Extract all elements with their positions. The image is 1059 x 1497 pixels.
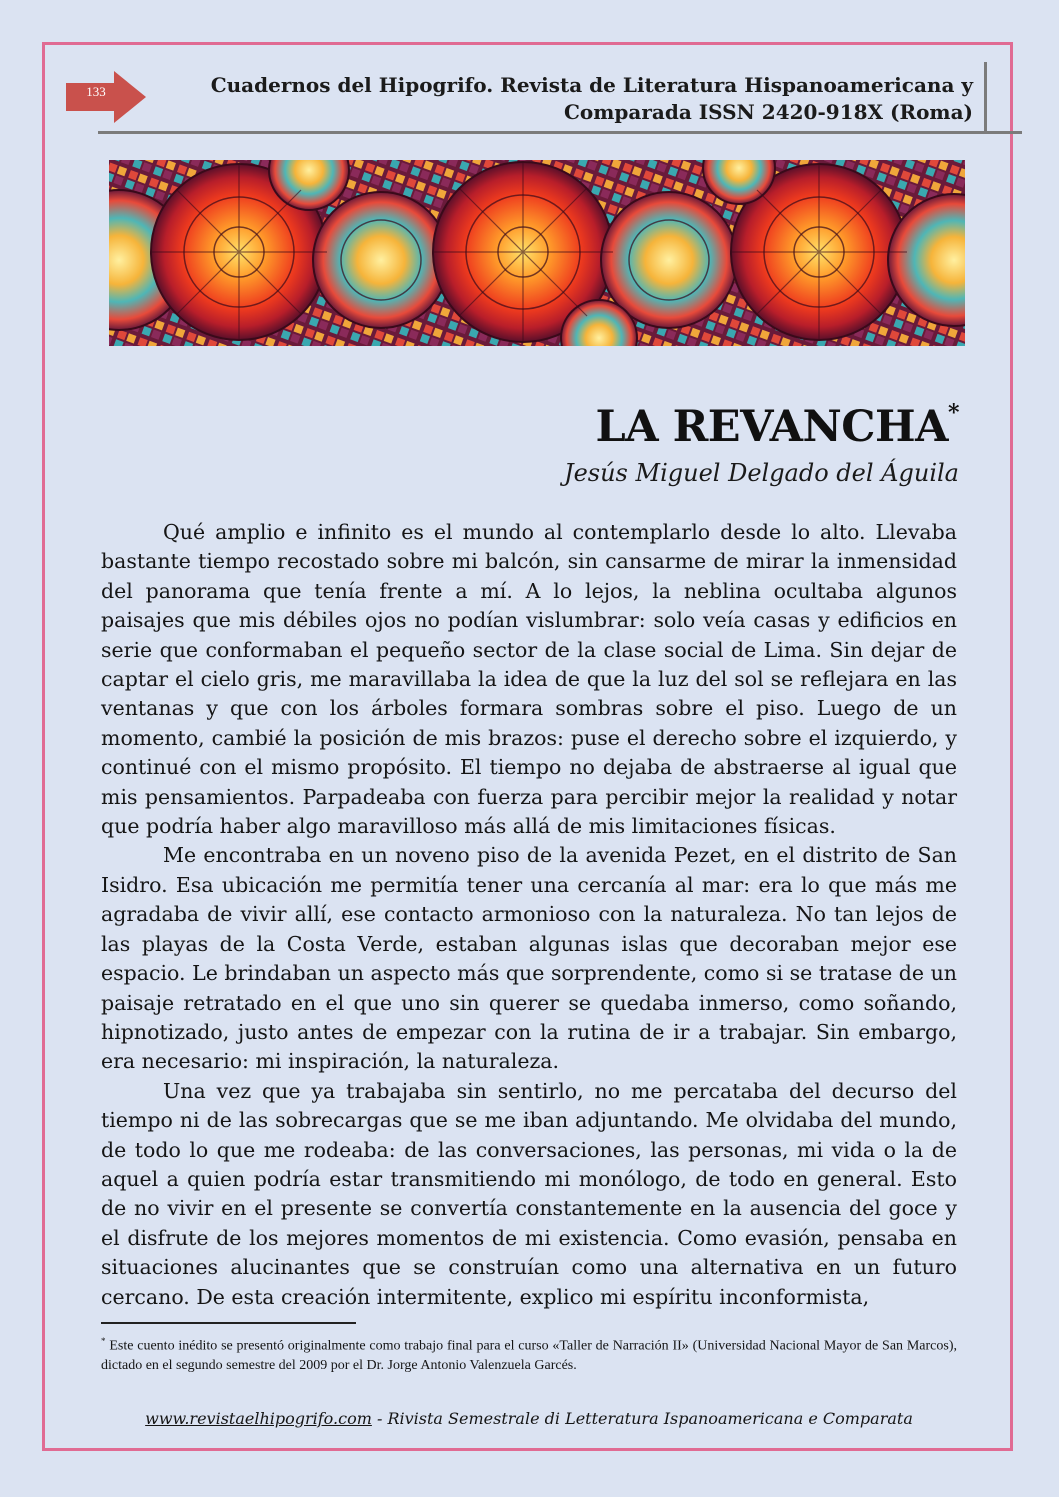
article-body [101,518,957,1312]
banner-image [109,160,965,346]
header-divider-horizontal [98,131,1022,134]
article-author: Jesús Miguel Delgado del Águila [563,459,959,487]
article-title: LA REVANCHA* [595,399,959,452]
journal-header-line1: Cuadernos del Hipogrifo. Revista de Literatura Hispanoamericana y [210,73,973,97]
page-number-tab [66,71,146,123]
paragraph: Me encontraba en un noveno piso de la avenida Pezet, en el distrito de San Isidro. Esa ubicación me permitía tener una cercanía al mar: era lo que más me agradaba de vivir allí, ese contacto armonioso con la naturaleza. No tan lejos de las playas de la Costa Verde, estaban algunas islas que decoraban mejor ese espacio. Le brindaban un aspecto más que sorprendente, como si se tratase de un paisaje retratado en el que uno sin querer se quedaba inmerso, como soñando, hipnotizado, justo antes de empezar con la rutina de ir a trabajar. Sin embargo, era necesario: mi inspiración, la naturaleza. [101,843,957,1074]
mandala-pattern [109,160,965,346]
footnote-separator [101,1322,356,1324]
paragraph: Una vez que ya trabajaba sin sentirlo, no me percataba del decurso del tiempo ni de las sobrecargas que se me iban adjuntando. Me olvidaba del mundo, de todo lo que me rodeaba: de las conversaciones, las personas, mi vida o la de aquel a quien podría estar transmitiendo mi monólogo, de todo en general. Esto de no vivir en el presente se convertía constantemente en la ausencia del goce y el disfrute de los mejores momentos de mi existencia. Como evasión, pensaba en situaciones alucinantes que se construían como una alternativa en un futuro cercano. De esta creación intermitente, explico mi espíritu inconformista, [101,1078,957,1309]
page-footer [101,1409,957,1428]
header-divider-vertical [984,62,987,134]
journal-header-line2: Comparada ISSN 2420-918X (Roma) [563,100,973,124]
paragraph: Qué amplio e infinito es el mundo al contemplarlo desde lo alto. Llevaba bastante tiempo recostado sobre mi balcón, sin cansarme de mirar la inmensidad del panorama que tenía frente a mí. A lo lejos, la neblina ocultaba algunos paisajes que mis débiles ojos no podían vislumbrar: solo veía casas y edificios en serie que conformaban el pequeño sector de la clase social de Lima. Sin dejar de captar el cielo gris, me maravillaba la idea de que la luz del sol se reflejara en las ventanas y que con los árboles formara sombras sobre el piso. Luego de un momento, cambié la posición de mis brazos: puse el derecho sobre el izquierdo, y continué con el mismo propósito. El tiempo no dejaba de abstraerse al igual que mis pensamientos. Parpadeaba con fuerza para percibir mejor la realidad y notar que podría haber algo maravilloso más allá de mis limitaciones físicas. [101,520,957,839]
footnote: * Este cuento inédito se presentó originalmente como trabajo final para el curso «Taller de Narración II» (Universidad Nacional Mayor de San Marcos), dictado en el segundo semestre del 2009 por el Dr. Jorge Antonio Valenzuela Garcés. [101,1336,958,1373]
journal-header [200,72,973,126]
footer-tagline: - Rivista Semestrale di Letteratura Ispanoamericana e Comparata [371,1409,913,1428]
page-number: 133 [86,84,106,99]
journal-website-link[interactable]: www.revistaelhipogrifo.com [145,1409,372,1428]
